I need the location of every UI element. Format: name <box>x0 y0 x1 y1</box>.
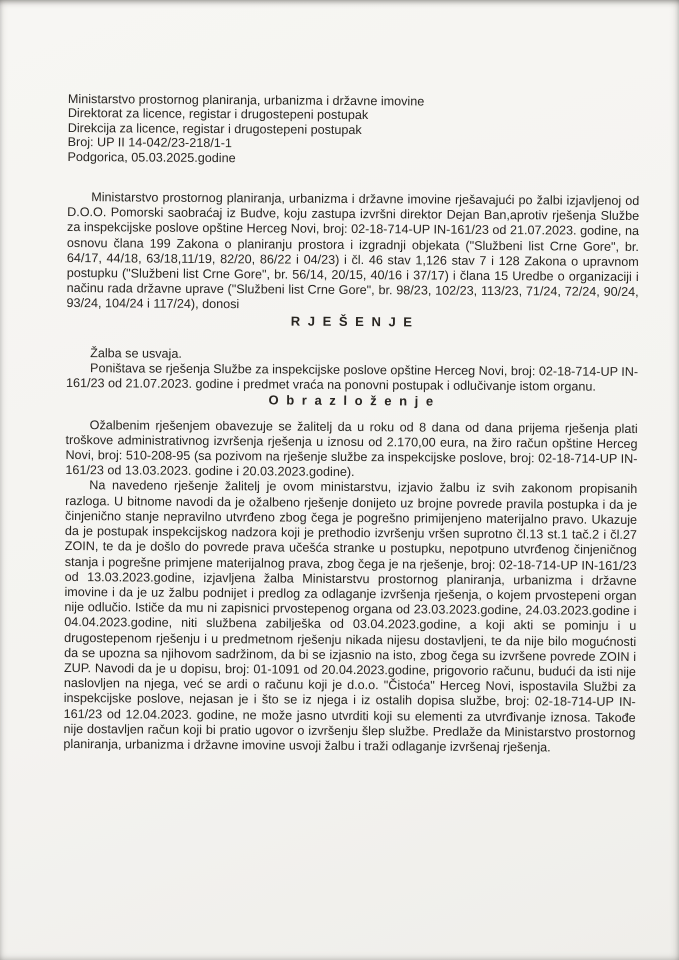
annulment-paragraph: Poništava se rješenja Službe za inspekcijske poslove opštine Herceg Novi, broj: 02-18-714-UP IN-161/23 od 21.07.2023. godine i predmet vraća na ponovni postupak i odlučivanje istom organu. <box>65 361 639 394</box>
direction-line: Direkcija za licence, registar i drugostepeni postupak <box>67 120 362 137</box>
document-content <box>63 92 640 756</box>
letterhead <box>68 92 640 168</box>
reasoning-title: O b r a z l o ž e n j e <box>268 392 436 410</box>
appeal-accepted-paragraph: Žalba se usvaja. <box>90 346 182 361</box>
directorate-line: Direktorat za licence, registar i drugostepeni postupak <box>67 106 369 123</box>
appeal-arguments-paragraph: Na navedeno rješenje žalitelj je ovom ministarstvu, izjavio žalbu iz svih zakonom propisanih razloga. U bitnome navodi da je ožalbeno rješenje donijeto uz brojne povrede pravila postupka i da je činjenično stanje nepravilno utvrđeno zbog čega je pogrešno primijenjeno materijalno pravo. Ukazuje da je postupak inspekcijskog nadzora koji je prethodio izvršenju vršen suprotno čl.13 st.1 tač.2 i čl.27 ZOIN, te da je došlo do povrede prava učešća stranke u postupku, nepotpuno utvrđenog činjeničnog stanja i pogrešne primjene materijalnog prava, zbog čega je na rješenje, broj: 02-18-714-UP IN-161/23 od 13.03.2023.godine, izjavljena žalba Ministarstvu prostornog planiranja, urbanizma i državne imovine i da je uz žalbu podnijet i predlog za odlaganje izvršenja rješenja, o kojem prvostepeni organ nije odlučio. Ističe da mu ni zapisnici prvostepenog organa od 23.03.2023.godine, 24.03.2023.godine i 04.04.2023.godine, niti službena zabilješka od 03.04.2023.godine, a koji akti se pominju i u drugostepenom rješenju i u predmetnom rješenju nikada nijesu dostavljeni, te da nije bilo mogućnosti da se upozna sa njihovom sadržinom, da bi se izjasnio na isto, zbog čega su izvršene povrede ZOIN i ZUP. Navodi da je u dopisu, broj: 01-1091 od 20.04.2023.godine, prigovorio računu, budući da isti nije naslovljen na njega, već se ardi o računu koji je d.o.o. "Čistoća" Herceg Novi, ispostavila Službi za inspekcijske poslove, nejasan je i što se iz njega i iz ostalih dopisa službe, broj: 02-18-714-UP IN-161/23 od 12.04.2023. godine, ne može jasno utvrditi koji su elementi za utvrđivanje iznosa. Takođe nije dostavljen račun koji bi pratio ugovor o izvršenju šlep službe. Predlaže da Ministarstvo prostornog planiranja, urbanizma i državne imovine usvoji žalbu i traži odlaganje izvršenaj rješenja. <box>63 478 638 755</box>
case-number-line: Broj: UP II 14-042/23-218/1-1 <box>67 135 232 151</box>
ministry-line: Ministarstvo prostornog planiranja, urbanizma i državne imovine <box>67 92 425 109</box>
place-date-line: Podgorica, 05.03.2025.godine <box>67 149 236 165</box>
obligation-paragraph: Ožalbenim rješenjem obavezuje se žalitelj da u roku od 8 dana od dana prijema rješenja plati troškove administrativnog izvršenja rješenja u iznosu od 2.170,00 eura, na žiro račun opštine Herceg Novi, broj: 510-208-95 (sa pozivom na rješenje službe za inspekcijske poslove, broj: 02-18-714-UP IN-161/23 od 13.03.2023. godine i 20.03.2023.godine). <box>65 417 638 480</box>
intro-paragraph: Ministarstvo prostornog planiranja, urbanizma i državne imovine rješavajući po žalbi izjavljenoj od D.O.O. Pomorski saobraćaj iz Budve, koju zastupa izvršni direktor Dejan Ban,aprotiv rješenja Službe za inspekcijske poslove opštine Herceg Novi, broj: 02-18-714-UP IN-161/23 od 21.07.2023. godine, na osnovu člana 199 Zakona o planiranju prostora i izgradnji objekata ("Službeni list Crne Gore", br. 64/17, 44/18, 63/18,11/19, 82/20, 86/22 i 04/23) i čl. 46 stav 1,126 stav 7 i 128 Zakona o upravnom postupku ("Službeni list Crne Gore", br. 56/14, 20/15, 40/16 i 37/17) i člana 15 Uredbe o organizaciji i načinu rada državne uprave ("Službeni list Crne Gore", br. 98/23, 102/23, 113/23, 71/24, 72/24, 90/24, 93/24, 104/24 i 117/24), donosi <box>66 190 640 312</box>
decision-title: R J E Š E N J E <box>290 313 415 330</box>
